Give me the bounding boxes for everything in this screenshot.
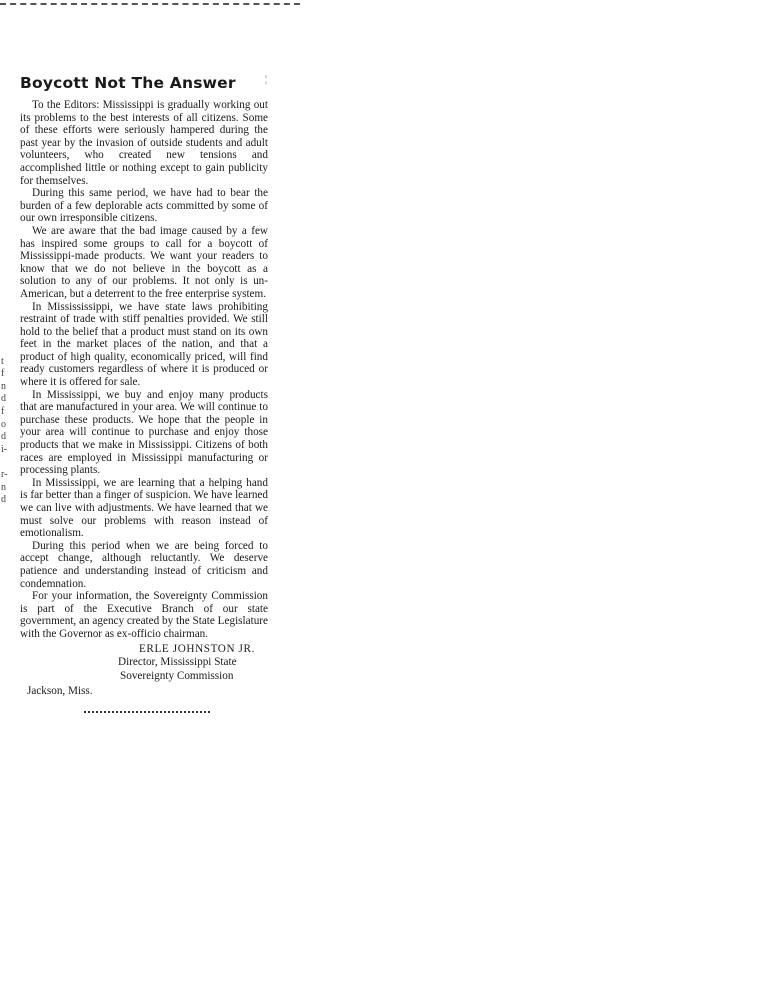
paragraph: For your information, the Sovereignty Commission is part of the Executive Branch of our state government, an agency created by the State Legislature with the Governor as ex-officio chairman. — [20, 590, 268, 640]
headline: Boycott Not The Answer — [20, 74, 236, 92]
paragraph: In Mississippi, we buy and enjoy many products that are manufactured in your area. We will continue to purchase these products. We hope that the people in your area will continue to purchase and enjoy those products that we make in Mississippi. Citizens of both races are employed in Mississippi manufacturing or processing plants. — [20, 388, 268, 477]
dateline-location: Jackson, Miss. — [27, 685, 93, 698]
clipping-top-edge — [0, 3, 300, 5]
paragraph: We are aware that the bad image caused by a few has inspired some groups to call for a boycott of Mississippi-made products. We want your readers to know that we do not believe in the boycott as a solution to any of our problems. It not only is un-American, but a deterrent to the free enterprise system. — [20, 224, 268, 300]
article-end-rule — [84, 707, 210, 713]
paragraph: To the Editors: Mississippi is gradually working out its problems to the best interests of all citizens. Some of these efforts were seriously hampered during the past year by the invasion of outside students and adult volunteers, who created new tensions and accomplished little or nothing except to gain publicity for themselves. — [20, 99, 268, 187]
signer-title: Director, Mississippi State — [118, 656, 237, 669]
margin-fragment: f — [1, 368, 5, 379]
margin-fragment: r- — [1, 469, 8, 480]
paragraph: In Missississippi, we have state laws prohibiting restraint of trade with stiff penalties provided. We still hold to the belief that a product must stand on its own feet in the market places of the nation, and that a product of high quality, economically priced, will find ready customers regardless of where it is produced or where it is offered for sale. — [20, 300, 268, 389]
margin-fragment: i- — [1, 444, 8, 455]
margin-fragment: t — [1, 356, 4, 367]
signer-name: ERLE JOHNSTON JR. — [139, 642, 255, 655]
paragraph: During this same period, we have had to bear the burden of a few deplorable acts committed by some of our own irresponsible citizens. — [20, 187, 268, 225]
margin-fragment: n — [1, 482, 6, 493]
signature-block — [20, 643, 268, 684]
letter-column — [20, 72, 268, 713]
paragraph: In Mississippi, we are learning that a helping hand is far better than a finger of suspicion. We have learned we can live with adjustments. We have learned that we must solve our problems with reason instead of emotionalism. — [20, 476, 268, 540]
margin-fragment: d — [1, 431, 6, 442]
margin-fragment: d — [1, 494, 6, 505]
margin-fragment: n — [1, 381, 6, 392]
margin-fragment: d — [1, 393, 6, 404]
margin-fragment: f — [1, 406, 5, 417]
signer-organization: Sovereignty Commission — [120, 669, 234, 682]
edge-mark: ¦ — [265, 74, 268, 85]
paragraph: During this period when we are being forced to accept change, although reluctantly. We deserve patience and understanding instead of criticism and condemnation. — [20, 539, 268, 590]
margin-fragment: o — [1, 419, 6, 430]
